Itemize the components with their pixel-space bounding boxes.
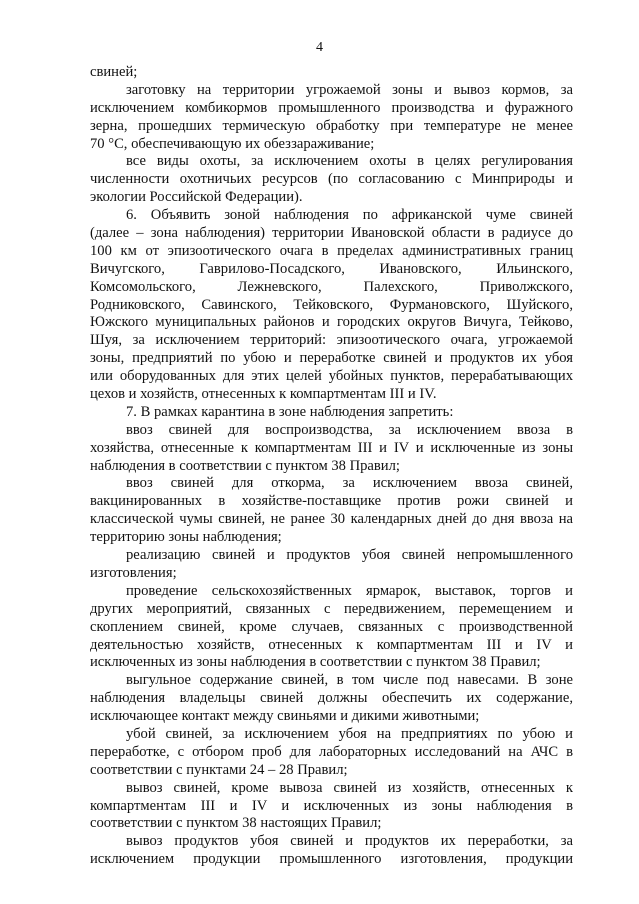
text-line: или оборудованных для этих целей убойных пунктов, перерабатывающих: [90, 368, 573, 385]
text-line: других мероприятий, связанных с передвижением, перемещением и: [90, 600, 573, 617]
text-line: вывоз свиней, кроме вывоза свиней из хозяйств, отнесенных к: [126, 779, 573, 796]
text-line: ввоз свиней для воспроизводства, за исключением ввоза в: [126, 421, 573, 438]
text-line: Комсомольского, Лежневского, Палехского, Приволжского,: [90, 278, 573, 295]
text-line: Южского муниципальных районов и городских округов Вичуга, Тейково,: [90, 314, 573, 331]
page-number: 4: [316, 40, 323, 55]
text-line: соответствии с пунктами 24 – 28 Правил;: [90, 761, 348, 778]
text-line: Вичугского, Гаврилово-Посадского, Ивановского, Ильинского,: [90, 260, 573, 277]
text-line: вакцинированных в хозяйстве-поставщике против рожи свиней и: [90, 493, 573, 510]
text-line: исключенных из зоны наблюдения в соответствии с пунктом 38 Правил;: [90, 654, 541, 671]
text-line: экологии Российской Федерации).: [90, 189, 303, 206]
text-line: деятельностью хозяйств, отнесенных к компартментам III и IV и: [90, 636, 573, 653]
text-line: территорию зоны наблюдения;: [90, 529, 282, 546]
text-line: убой свиней, за исключением убоя на предприятиях по убою и: [126, 725, 573, 742]
text-line: ввоз свиней для откорма, за исключением ввоза свиней,: [126, 475, 573, 492]
text-line: численности охотничьих ресурсов (по согласованию с Минприроды и: [90, 171, 573, 188]
text-line: наблюдения в соответствии с пунктом 38 Правил;: [90, 457, 400, 474]
text-line: изготовления;: [90, 564, 177, 581]
text-line: выгульное содержание свиней, в том числе под навесами. В зоне: [126, 672, 573, 689]
document-body: [90, 64, 573, 869]
text-line: заготовку на территории угрожаемой зоны и вывоз кормов, за: [126, 81, 573, 98]
text-line: 70 °С, обеспечивающую их обеззараживание;: [90, 135, 375, 152]
text-line: проведение сельскохозяйственных ярмарок, выставок, торгов и: [126, 582, 573, 599]
text-line: Шуя, за исключением территорий: эпизоотического очага, угрожаемой: [90, 332, 573, 349]
text-line: зоны, предприятий по убою и переработке свиней и продуктов их убоя: [90, 350, 573, 367]
text-line: классической чумы свиней, не ранее 30 календарных дней до дня ввоза на: [90, 511, 573, 528]
text-line: свиней;: [90, 64, 138, 80]
text-line: цехов и хозяйств, отнесенных к компартментам III и IV.: [90, 386, 437, 403]
text-line: переработке, с отбором проб для лабораторных исследований на АЧС в: [90, 743, 573, 760]
text-line: зерна, прошедших термическую обработку при температуре не менее: [90, 117, 573, 134]
text-line: исключающее контакт между свиньями и дикими животными;: [90, 708, 480, 725]
text-line: соответствии с пунктом 38 настоящих Правил;: [90, 815, 382, 832]
text-line: скоплением свиней, кроме случаев, связанных с производственной: [90, 618, 573, 635]
text-line: 7. В рамках карантина в зоне наблюдения запретить:: [126, 403, 454, 420]
text-line: все виды охоты, за исключением охоты в целях регулирования: [126, 153, 573, 170]
text-line: 6. Объявить зоной наблюдения по африканской чуме свиней: [126, 207, 573, 224]
text-line: компартментам III и IV и исключенных из зоны наблюдения в: [90, 797, 573, 814]
text-line: хозяйства, отнесенные к компартментам III и IV и исключенные из зоны: [90, 439, 573, 456]
text-line: Родниковского, Савинского, Тейковского, Фурмановского, Шуйского,: [90, 296, 573, 313]
text-line: 100 км от эпизоотического очага в пределах административных границ: [90, 242, 573, 259]
text-line: реализацию свиней и продуктов убоя свиней непромышленного: [126, 547, 573, 564]
text-line: (далее – зона наблюдения) территории Ивановской области в радиусе до: [90, 225, 573, 242]
text-line: вывоз продуктов убоя свиней и продуктов их переработки, за: [126, 833, 573, 850]
text-line: наблюдения владельцы свиней должны обеспечить их содержание,: [90, 690, 573, 707]
text-line: исключением комбикормов промышленного производства и фуражного: [90, 99, 573, 116]
text-line: исключением продукции промышленного изготовления, продукции: [90, 851, 573, 868]
